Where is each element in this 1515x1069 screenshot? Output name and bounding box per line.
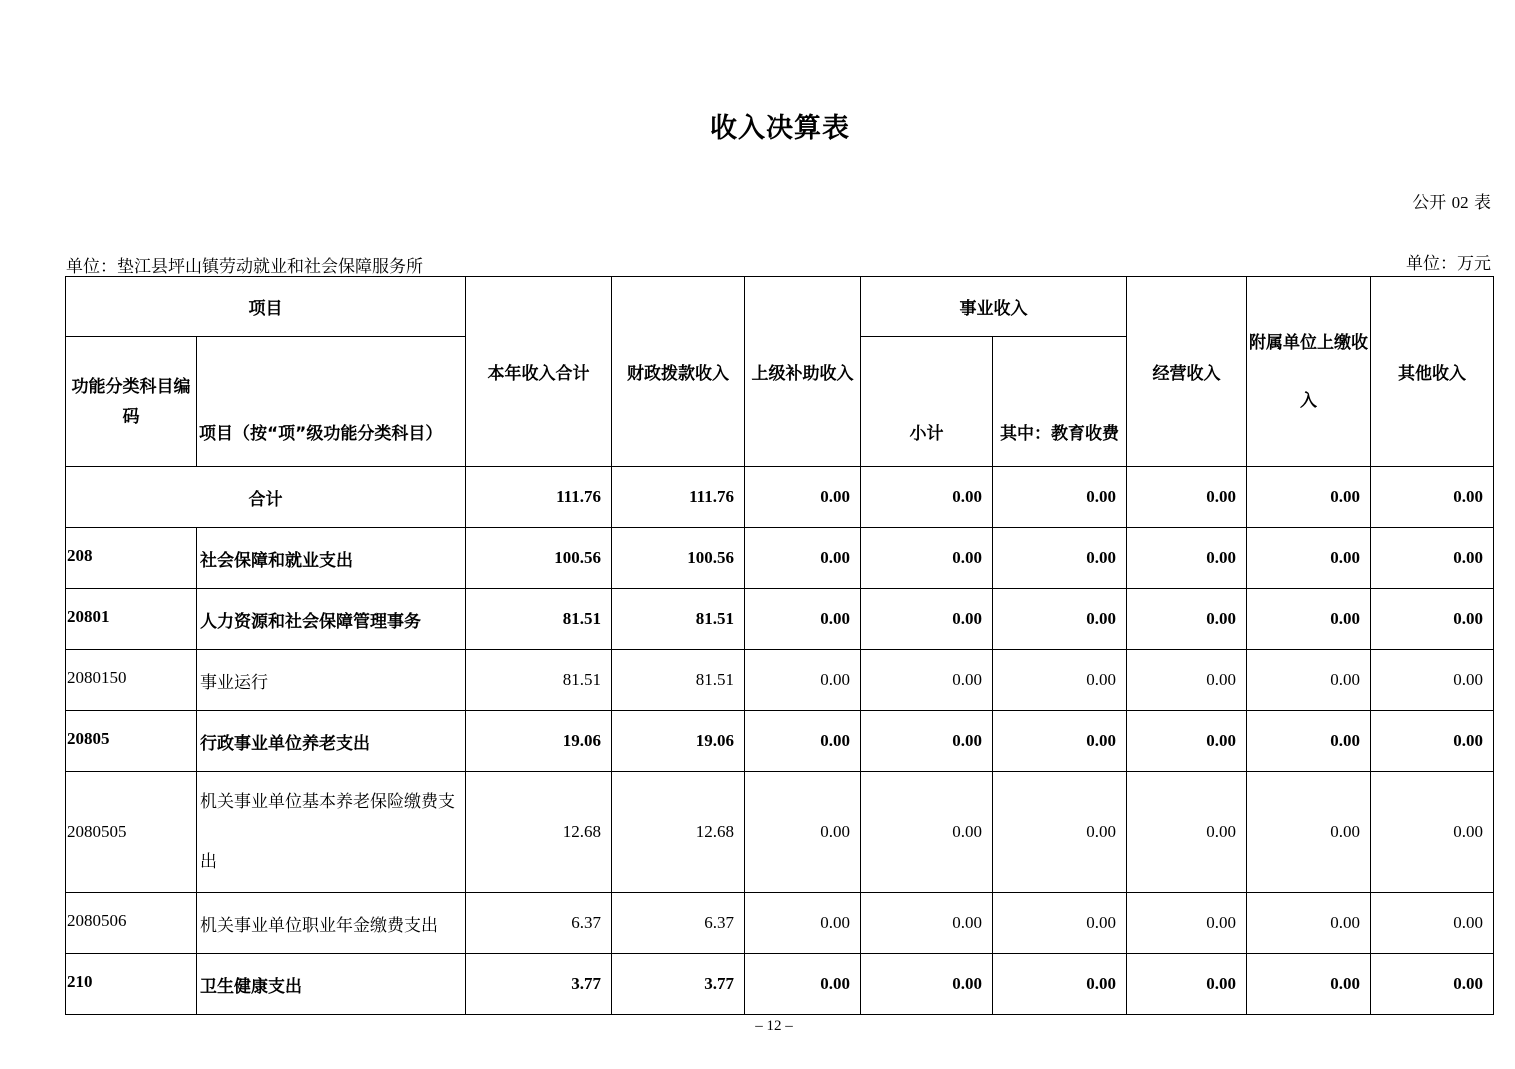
form-number-suffix: 表 (1474, 193, 1491, 213)
row-value: 100.56 (466, 528, 612, 589)
row-value: 81.51 (612, 650, 745, 711)
row-code: 210 (66, 954, 197, 1015)
form-number-value: 02 (1451, 193, 1469, 212)
row-value: 0.00 (861, 893, 993, 954)
row-name: 行政事业单位养老支出 (197, 711, 466, 772)
row-value: 6.37 (466, 893, 612, 954)
total-value: 111.76 (466, 467, 612, 528)
income-table (65, 276, 1494, 1015)
row-value: 81.51 (466, 650, 612, 711)
row-value: 0.00 (745, 893, 861, 954)
row-value: 19.06 (466, 711, 612, 772)
row-value: 0.00 (745, 528, 861, 589)
row-value: 0.00 (745, 589, 861, 650)
header-row-1 (66, 277, 1494, 337)
row-name: 社会保障和就业支出 (197, 528, 466, 589)
total-value: 0.00 (745, 467, 861, 528)
row-value: 0.00 (1371, 650, 1494, 711)
row-value: 0.00 (1371, 589, 1494, 650)
row-value: 0.00 (1127, 589, 1247, 650)
row-value: 0.00 (861, 528, 993, 589)
total-value: 0.00 (1247, 467, 1371, 528)
row-name: 事业运行 (197, 650, 466, 711)
header-career: 事业收入 (861, 277, 1127, 337)
row-value: 0.00 (1247, 589, 1371, 650)
form-number (1412, 188, 1491, 213)
row-value: 0.00 (745, 711, 861, 772)
row-value: 0.00 (993, 893, 1127, 954)
row-value: 0.00 (861, 589, 993, 650)
unit-organization: 单位：垫江县坪山镇劳动就业和社会保障服务所 (66, 257, 423, 277)
row-value: 0.00 (1127, 772, 1247, 893)
row-value: 0.00 (993, 589, 1127, 650)
row-value: 0.00 (993, 711, 1127, 772)
row-code: 208 (66, 528, 197, 589)
total-value: 0.00 (1371, 467, 1494, 528)
row-value: 0.00 (1371, 528, 1494, 589)
header-code: 功能分类科目编码 (66, 337, 197, 467)
row-code: 2080505 (66, 772, 197, 893)
table-row (66, 893, 1494, 954)
row-value: 0.00 (1247, 528, 1371, 589)
row-name: 机关事业单位职业年金缴费支出 (197, 893, 466, 954)
row-value: 0.00 (1247, 954, 1371, 1015)
header-affiliate: 附属单位上缴收入 (1247, 277, 1371, 467)
header-other: 其他收入 (1371, 277, 1494, 467)
row-value: 0.00 (1371, 772, 1494, 893)
row-value: 0.00 (745, 954, 861, 1015)
row-code: 20801 (66, 589, 197, 650)
header-edu-fee: 其中：教育收费 (993, 337, 1127, 467)
row-value: 0.00 (1127, 954, 1247, 1015)
header-item: 项目 (66, 277, 466, 337)
row-value: 0.00 (993, 772, 1127, 893)
row-value: 6.37 (612, 893, 745, 954)
row-value: 19.06 (612, 711, 745, 772)
unit-currency: 单位：万元 (1406, 254, 1491, 274)
row-code: 2080506 (66, 893, 197, 954)
row-value: 81.51 (466, 589, 612, 650)
row-value: 3.77 (466, 954, 612, 1015)
row-value: 0.00 (993, 954, 1127, 1015)
page-number: – 12 – (755, 1018, 793, 1034)
table-row (66, 650, 1494, 711)
total-value: 111.76 (612, 467, 745, 528)
row-value: 12.68 (466, 772, 612, 893)
header-subtotal: 小计 (861, 337, 993, 467)
row-name: 机关事业单位基本养老保险缴费支出 (197, 772, 466, 893)
row-value: 81.51 (612, 589, 745, 650)
row-value: 0.00 (861, 772, 993, 893)
table-row (66, 954, 1494, 1015)
table-row (66, 772, 1494, 893)
row-value: 0.00 (745, 772, 861, 893)
row-value: 0.00 (861, 954, 993, 1015)
page-title: 收入决算表 (710, 113, 850, 144)
total-value: 0.00 (1127, 467, 1247, 528)
header-name: 项目（按“项”级功能分类科目） (197, 337, 466, 467)
header-total: 本年收入合计 (466, 277, 612, 467)
row-value: 0.00 (1127, 893, 1247, 954)
row-value: 0.00 (1371, 954, 1494, 1015)
header-fiscal: 财政拨款收入 (612, 277, 745, 467)
row-value: 0.00 (1247, 893, 1371, 954)
row-code: 2080150 (66, 650, 197, 711)
total-row (66, 467, 1494, 528)
row-value: 0.00 (1127, 650, 1247, 711)
row-value: 0.00 (1371, 893, 1494, 954)
total-value: 0.00 (993, 467, 1127, 528)
row-value: 0.00 (861, 650, 993, 711)
row-name: 人力资源和社会保障管理事务 (197, 589, 466, 650)
row-code: 20805 (66, 711, 197, 772)
row-value: 0.00 (1127, 528, 1247, 589)
header-subsidy: 上级补助收入 (745, 277, 861, 467)
table-row (66, 528, 1494, 589)
total-label: 合计 (66, 467, 466, 528)
row-value: 0.00 (745, 650, 861, 711)
row-value: 0.00 (1247, 772, 1371, 893)
row-value: 0.00 (861, 711, 993, 772)
total-value: 0.00 (861, 467, 993, 528)
row-name: 卫生健康支出 (197, 954, 466, 1015)
form-number-prefix: 公开 (1412, 193, 1447, 213)
row-value: 0.00 (993, 650, 1127, 711)
row-value: 0.00 (1371, 711, 1494, 772)
row-value: 100.56 (612, 528, 745, 589)
table-row (66, 711, 1494, 772)
row-value: 0.00 (993, 528, 1127, 589)
header-business: 经营收入 (1127, 277, 1247, 467)
row-value: 0.00 (1247, 650, 1371, 711)
row-value: 0.00 (1127, 711, 1247, 772)
table-row (66, 589, 1494, 650)
row-value: 0.00 (1247, 711, 1371, 772)
row-value: 3.77 (612, 954, 745, 1015)
row-value: 12.68 (612, 772, 745, 893)
